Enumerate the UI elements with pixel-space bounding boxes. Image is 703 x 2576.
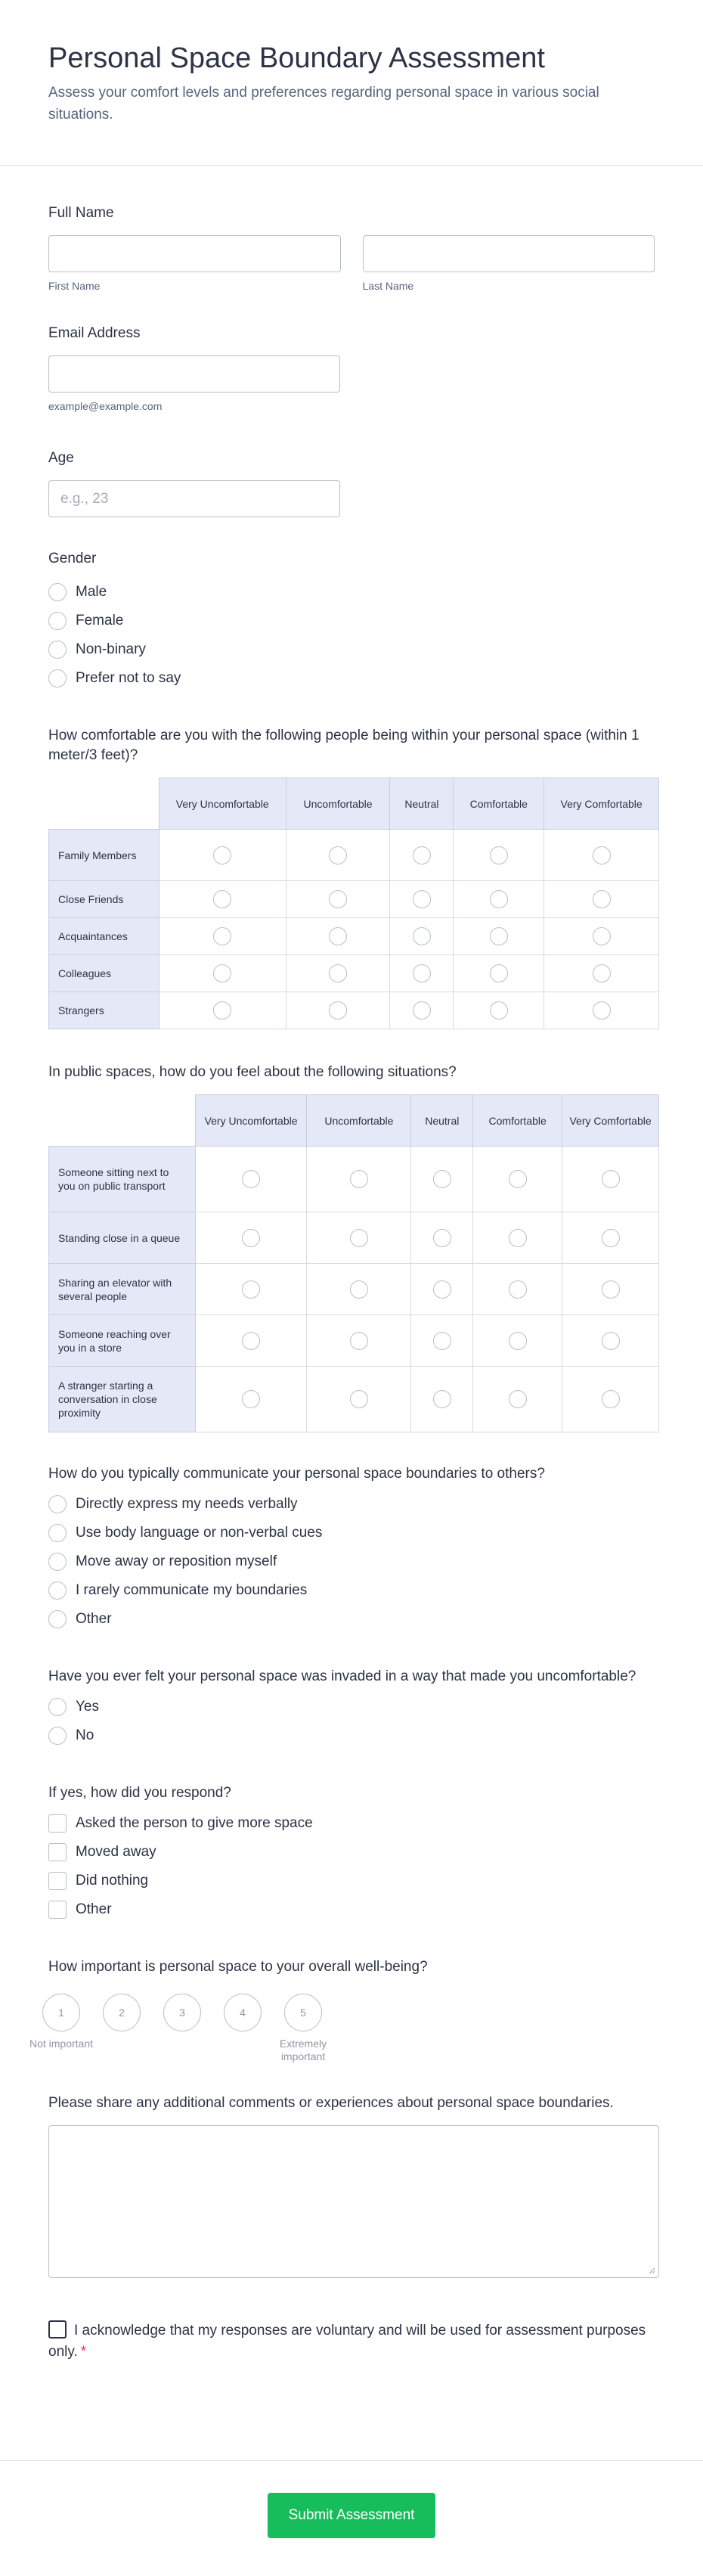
matrix2-row-queue (49, 1212, 659, 1264)
full-name-label: Full Name (48, 205, 114, 221)
first-name-input[interactable] (48, 235, 341, 272)
matrix-radio[interactable] (329, 846, 347, 864)
matrix-radio[interactable] (213, 846, 231, 864)
matrix2-col-header: Very Uncomfortable (195, 1095, 307, 1147)
checkbox[interactable] (48, 1814, 67, 1833)
checkbox[interactable] (48, 1843, 67, 1861)
matrix2-row-label: A stranger starting a conversation in close proximity (49, 1367, 196, 1432)
respond-question: If yes, how did you respond? (48, 1785, 231, 1801)
public-spaces-matrix (48, 1063, 655, 1432)
gender-option-female[interactable]: Female (48, 607, 655, 635)
matrix-radio[interactable] (350, 1390, 368, 1408)
matrix1-row-strangers (49, 992, 659, 1029)
radio-button[interactable] (48, 612, 67, 630)
scale-option-1[interactable]: 1 (42, 1994, 80, 2031)
comfort-people-matrix (48, 726, 655, 1029)
email-label: Email Address (48, 325, 141, 341)
invaded-option-yes[interactable]: Yes (48, 1693, 655, 1721)
matrix-radio[interactable] (242, 1229, 260, 1247)
scale-option-3[interactable]: 3 (163, 1994, 201, 2031)
matrix-radio[interactable] (413, 964, 431, 982)
matrix1-row-label: Colleagues (49, 955, 159, 992)
communicate-option[interactable]: Directly express my needs verbally (48, 1490, 655, 1519)
email-field (48, 324, 655, 412)
matrix-radio[interactable] (242, 1332, 260, 1350)
matrix1-row-label: Close Friends (49, 881, 159, 918)
communicate-option[interactable]: Other (48, 1605, 655, 1634)
invaded-question: Have you ever felt your personal space was invaded in a way that made you uncomfortable? (48, 1668, 636, 1684)
respond-field (48, 1783, 655, 1924)
comments-label: Please share any additional comments or experiences about personal space boundaries. (48, 2095, 614, 2111)
matrix-radio[interactable] (602, 1280, 620, 1299)
matrix1-col-header: Uncomfortable (286, 778, 390, 830)
radio-button[interactable] (48, 669, 67, 687)
matrix-radio[interactable] (490, 890, 508, 908)
matrix2-row-label: Someone reaching over you in a store (49, 1315, 196, 1367)
acknowledge-field[interactable] (48, 2320, 655, 2363)
matrix-radio[interactable] (350, 1170, 368, 1188)
matrix-radio[interactable] (509, 1280, 527, 1299)
matrix1-question: How comfortable are you with the following people being within your personal space (within 1 meter/3 feet)? (48, 728, 640, 763)
invaded-option-no[interactable]: No (48, 1721, 655, 1750)
matrix-radio[interactable] (213, 964, 231, 982)
comments-textarea[interactable] (48, 2125, 659, 2278)
matrix-radio[interactable] (602, 1170, 620, 1188)
matrix-radio[interactable] (602, 1229, 620, 1247)
radio-button[interactable] (48, 1553, 67, 1571)
matrix1-col-header: Very Comfortable (544, 778, 659, 830)
matrix-radio[interactable] (329, 1001, 347, 1020)
matrix-radio[interactable] (413, 927, 431, 945)
matrix1-col-header: Comfortable (454, 778, 544, 830)
gender-option-prefer-not[interactable]: Prefer not to say (48, 664, 655, 693)
matrix1-col-header: Neutral (390, 778, 454, 830)
radio-button[interactable] (48, 1495, 67, 1513)
communicate-option[interactable]: I rarely communicate my boundaries (48, 1576, 655, 1605)
matrix1-table (48, 777, 659, 1029)
matrix-radio[interactable] (242, 1170, 260, 1188)
matrix1-row-acquaintances (49, 918, 659, 955)
matrix-radio[interactable] (509, 1170, 527, 1188)
respond-option[interactable]: Moved away (48, 1838, 655, 1867)
matrix2-row-transport (49, 1147, 659, 1212)
communicate-option[interactable]: Use body language or non-verbal cues (48, 1519, 655, 1547)
matrix2-row-stranger (49, 1367, 659, 1432)
matrix-radio[interactable] (490, 927, 508, 945)
matrix1-row-label: Acquaintances (49, 918, 159, 955)
scale-option-4[interactable]: 4 (224, 1994, 262, 2031)
radio-button[interactable] (48, 1610, 67, 1628)
scale-option-2[interactable]: 2 (103, 1994, 141, 2031)
last-name-input[interactable] (363, 235, 655, 272)
scale-min-label: Not important (29, 2038, 94, 2050)
page-title: Personal Space Boundary Assessment (48, 42, 545, 74)
matrix-radio[interactable] (433, 1170, 451, 1188)
matrix1-corner (49, 778, 159, 830)
matrix1-row-label: Strangers (49, 992, 159, 1029)
gender-label: Gender (48, 551, 97, 566)
matrix1-row-colleagues (49, 955, 659, 992)
email-sublabel: example@example.com (48, 400, 163, 412)
full-name-field (48, 203, 655, 292)
gender-option-male[interactable]: Male (48, 578, 655, 607)
radio-button[interactable] (48, 1727, 67, 1745)
matrix-radio[interactable] (593, 890, 611, 908)
checkbox[interactable] (48, 1901, 67, 1919)
radio-button[interactable] (48, 1698, 67, 1716)
matrix-radio[interactable] (593, 927, 611, 945)
matrix-radio[interactable] (213, 927, 231, 945)
communicate-question: How do you typically communicate your personal space boundaries to others? (48, 1466, 545, 1482)
matrix-radio[interactable] (213, 890, 231, 908)
resize-handle-icon[interactable] (648, 2267, 655, 2274)
radio-button[interactable] (48, 1581, 67, 1600)
checkbox[interactable] (48, 1872, 67, 1890)
scale-option-5[interactable]: 5 (284, 1994, 322, 2031)
matrix2-row-label: Someone sitting next to you on public transport (49, 1147, 196, 1212)
required-asterisk: * (80, 2344, 87, 2360)
comments-field (48, 2093, 655, 2278)
matrix2-row-elevator (49, 1264, 659, 1315)
matrix-radio[interactable] (593, 846, 611, 864)
page-subtitle: Assess your comfort levels and preferences regarding personal space in various social situations. (48, 85, 599, 123)
matrix1-row-family (49, 830, 659, 881)
matrix-radio[interactable] (593, 1001, 611, 1020)
form-body (0, 203, 703, 2363)
matrix-radio[interactable] (509, 1229, 527, 1247)
first-name-sublabel: First Name (48, 280, 101, 292)
matrix2-row-label: Sharing an elevator with several people (49, 1264, 196, 1315)
form-footer (0, 2460, 703, 2576)
matrix-radio[interactable] (490, 1001, 508, 1020)
matrix-radio[interactable] (413, 1001, 431, 1020)
matrix-radio[interactable] (350, 1229, 368, 1247)
matrix-radio[interactable] (433, 1280, 451, 1299)
matrix-radio[interactable] (213, 1001, 231, 1020)
matrix-radio[interactable] (490, 846, 508, 864)
form-header (0, 0, 703, 166)
matrix-radio[interactable] (602, 1332, 620, 1350)
radio-button[interactable] (48, 641, 67, 659)
communicate-option[interactable]: Move away or reposition myself (48, 1547, 655, 1576)
scale-max-label: Extremely important (279, 2038, 327, 2062)
acknowledge-text: I acknowledge that my responses are voluntary and will be used for assessment purposes only. (48, 2323, 646, 2360)
matrix2-col-header: Comfortable (473, 1095, 562, 1147)
respond-option[interactable]: Did nothing (48, 1867, 655, 1895)
matrix-radio[interactable] (329, 964, 347, 982)
matrix1-row-friends (49, 881, 659, 918)
matrix-radio[interactable] (433, 1229, 451, 1247)
matrix-radio[interactable] (413, 846, 431, 864)
matrix1-col-header: Very Uncomfortable (159, 778, 286, 830)
matrix-radio[interactable] (242, 1390, 260, 1408)
matrix-radio[interactable] (490, 964, 508, 982)
gender-field (48, 549, 655, 693)
matrix2-question: In public spaces, how do you feel about the following situations? (48, 1064, 457, 1080)
submit-button[interactable]: Submit Assessment (268, 2493, 435, 2538)
communicate-field (48, 1464, 655, 1634)
matrix2-corner (49, 1095, 196, 1147)
matrix-radio[interactable] (602, 1390, 620, 1408)
matrix-radio[interactable] (329, 890, 347, 908)
matrix2-row-store (49, 1315, 659, 1367)
importance-scale (29, 1994, 655, 2063)
acknowledge-checkbox[interactable] (48, 2320, 67, 2339)
matrix1-row-label: Family Members (49, 830, 159, 881)
matrix-radio[interactable] (242, 1280, 260, 1299)
importance-question: How important is personal space to your overall well-being? (48, 1959, 428, 1975)
email-input[interactable] (48, 355, 340, 393)
age-label: Age (48, 450, 74, 466)
matrix-radio[interactable] (433, 1332, 451, 1350)
matrix-radio[interactable] (350, 1332, 368, 1350)
matrix-radio[interactable] (329, 927, 347, 945)
matrix2-col-header: Neutral (411, 1095, 473, 1147)
matrix-radio[interactable] (413, 890, 431, 908)
matrix2-row-label: Standing close in a queue (49, 1212, 196, 1264)
age-input[interactable]: e.g., 23 (48, 480, 340, 517)
matrix-radio[interactable] (433, 1390, 451, 1408)
matrix-radio[interactable] (593, 964, 611, 982)
last-name-sublabel: Last Name (362, 280, 414, 292)
importance-field (29, 1957, 655, 2063)
respond-option[interactable]: Other (48, 1895, 655, 1924)
matrix-radio[interactable] (509, 1390, 527, 1408)
matrix2-col-header: Very Comfortable (562, 1095, 659, 1147)
invaded-field (48, 1667, 655, 1750)
radio-button[interactable] (48, 583, 67, 601)
respond-option[interactable]: Asked the person to give more space (48, 1809, 655, 1838)
gender-option-non-binary[interactable]: Non-binary (48, 635, 655, 664)
matrix-radio[interactable] (350, 1280, 368, 1299)
matrix2-col-header: Uncomfortable (307, 1095, 411, 1147)
matrix2-table (48, 1094, 659, 1432)
radio-button[interactable] (48, 1524, 67, 1542)
matrix-radio[interactable] (509, 1332, 527, 1350)
age-field (48, 448, 655, 517)
